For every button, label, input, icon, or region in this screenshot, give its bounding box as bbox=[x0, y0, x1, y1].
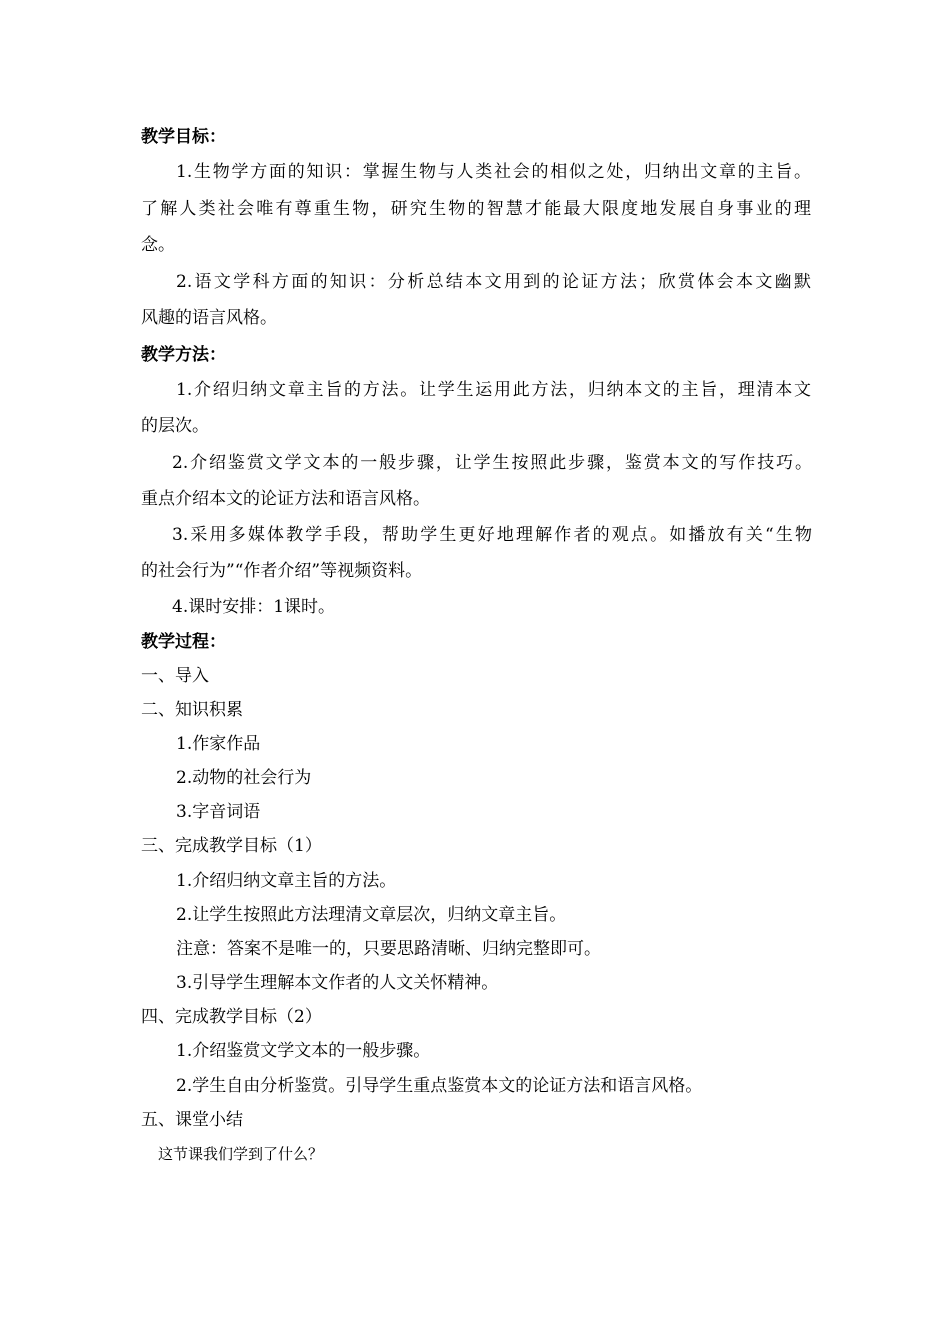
section-2-title: 二、知识积累 bbox=[141, 700, 243, 720]
section-2-item-1: 1.作家作品 bbox=[176, 734, 261, 754]
method-1-line-2: 的层次。 bbox=[141, 416, 209, 436]
goals-heading: 教学目标： bbox=[141, 127, 226, 147]
section-4-item-2: 2.学生自由分析鉴赏。引导学生重点鉴赏本文的论证方法和语言风格。 bbox=[176, 1076, 703, 1096]
method-2-line-2: 重点介绍本文的论证方法和语言风格。 bbox=[141, 489, 430, 509]
method-3-line-1: 3.采用多媒体教学手段，帮助学生更好地理解作者的观点。如播放有关“生物 bbox=[172, 525, 812, 545]
methods-heading: 教学方法： bbox=[141, 345, 226, 365]
goal-2-line-2: 风趣的语言风格。 bbox=[141, 308, 277, 328]
section-4-item-1: 1.介绍鉴赏文学文本的一般步骤。 bbox=[176, 1041, 431, 1061]
method-2-line-1: 2.介绍鉴赏文学文本的一般步骤，让学生按照此步骤，鉴赏本文的写作技巧。 bbox=[172, 453, 812, 473]
goal-2-line-1: 2.语文学科方面的知识：分析总结本文用到的论证方法；欣赏体会本文幽默 bbox=[176, 272, 811, 292]
section-3-title: 三、完成教学目标（1） bbox=[141, 836, 322, 856]
section-2-item-2: 2.动物的社会行为 bbox=[176, 768, 312, 788]
section-3-note: 注意：答案不是唯一的，只要思路清晰、归纳完整即可。 bbox=[176, 939, 601, 959]
section-1-title: 一、导入 bbox=[141, 666, 209, 686]
process-heading: 教学过程： bbox=[141, 632, 226, 652]
section-3-item-1: 1.介绍归纳文章主旨的方法。 bbox=[176, 871, 397, 891]
method-1-line-1: 1.介绍归纳文章主旨的方法。让学生运用此方法，归纳本文的主旨，理清本文 bbox=[176, 380, 811, 400]
method-3-line-2: 的社会行为”“作者介绍”等视频资料。 bbox=[141, 561, 423, 581]
goal-1-line-3: 念。 bbox=[141, 235, 175, 255]
goal-1-line-2: 了解人类社会唯有尊重生物，研究生物的智慧才能最大限度地发展自身事业的理 bbox=[141, 199, 811, 219]
section-3-item-3: 3.引导学生理解本文作者的人文关怀精神。 bbox=[176, 973, 499, 993]
section-4-title: 四、完成教学目标（2） bbox=[141, 1007, 322, 1027]
section-2-item-3: 3.字音词语 bbox=[176, 802, 261, 822]
section-3-item-2: 2.让学生按照此方法理清文章层次，归纳文章主旨。 bbox=[176, 905, 567, 925]
goal-1-line-1: 1.生物学方面的知识：掌握生物与人类社会的相似之处，归纳出文章的主旨。 bbox=[176, 162, 811, 182]
section-5-text: 这节课我们学到了什么？ bbox=[158, 1145, 324, 1163]
section-5-title: 五、课堂小结 bbox=[141, 1110, 243, 1130]
method-4: 4.课时安排：1课时。 bbox=[172, 597, 336, 617]
